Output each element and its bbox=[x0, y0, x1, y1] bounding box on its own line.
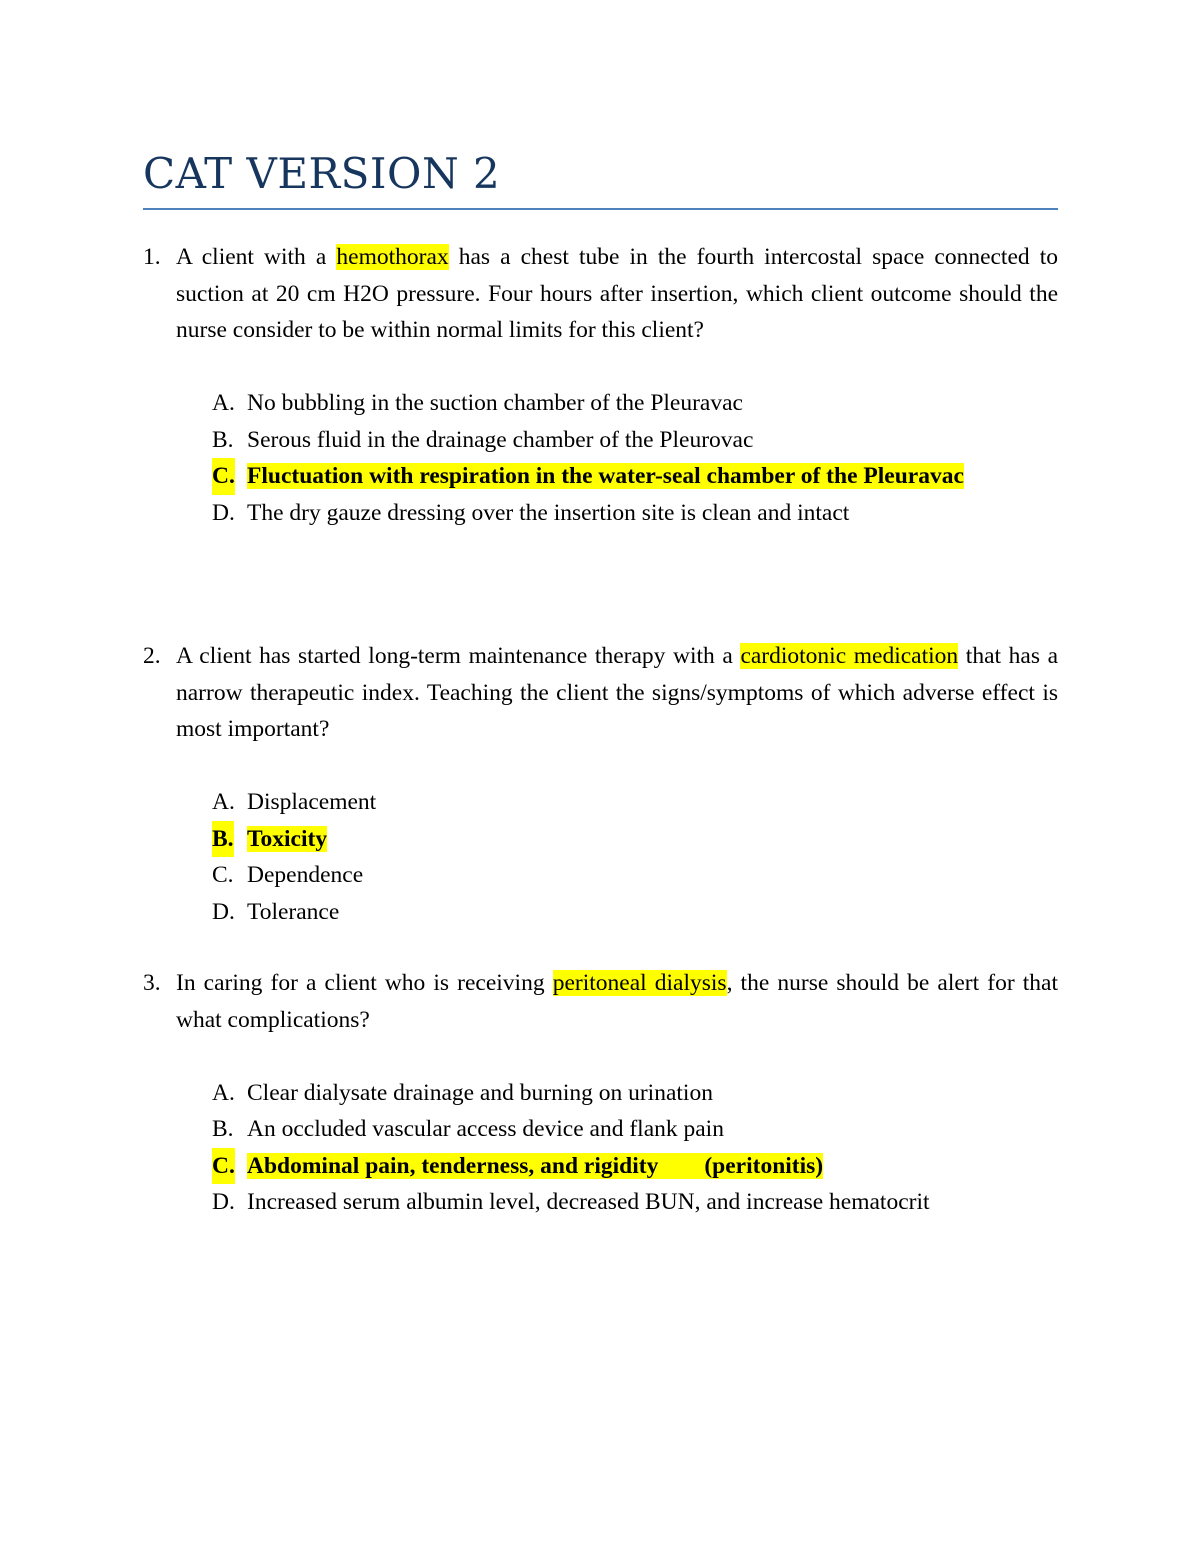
option-c-correct bbox=[212, 458, 1058, 495]
question-1 bbox=[143, 239, 1058, 531]
question-2 bbox=[143, 638, 1058, 930]
option-b-correct bbox=[212, 821, 1058, 858]
question-3 bbox=[143, 965, 1058, 1221]
option-d bbox=[212, 894, 1058, 931]
answer-options bbox=[143, 784, 1058, 930]
option-letter: B. bbox=[212, 426, 234, 453]
option-letter: B. bbox=[212, 821, 234, 858]
option-text: Dependence bbox=[247, 862, 364, 888]
option-letter: B. bbox=[212, 1116, 234, 1142]
option-a bbox=[212, 784, 1058, 821]
option-d bbox=[212, 495, 1058, 532]
question-number: 3. bbox=[143, 970, 161, 996]
stem-text: A client has started long-term maintenance therapy with a bbox=[176, 643, 741, 669]
option-text-main: Abdominal pain, tenderness, and rigidity bbox=[247, 1152, 659, 1179]
option-letter: A. bbox=[212, 1079, 235, 1106]
stem-text: A client with a bbox=[176, 244, 337, 270]
option-b bbox=[212, 1111, 1058, 1148]
option-letter: A. bbox=[212, 789, 235, 815]
option-letter: A. bbox=[212, 390, 235, 416]
option-c bbox=[212, 857, 1058, 894]
stem-highlight: peritoneal dialysis bbox=[552, 970, 727, 996]
option-text bbox=[247, 1153, 823, 1179]
answer-options bbox=[143, 385, 1058, 531]
option-a bbox=[212, 1075, 1058, 1112]
option-text: Clear dialysate drainage and burning on urination bbox=[247, 1079, 713, 1106]
option-text: Increased serum albumin level, decreased BUN, and increase hematocrit bbox=[247, 1189, 930, 1215]
stem-text: In caring for a client who is receiving bbox=[176, 970, 553, 996]
stem-text: that has a narrow therapeutic index. Teaching the client the signs/symptoms of which adverse effect is most important? bbox=[176, 643, 1059, 742]
option-text: Toxicity bbox=[247, 825, 328, 852]
option-b bbox=[212, 422, 1058, 459]
option-letter: C. bbox=[212, 862, 234, 888]
option-note: (peritonitis) bbox=[704, 1152, 824, 1179]
question-number: 2. bbox=[143, 643, 161, 669]
option-letter: C. bbox=[212, 1148, 235, 1185]
option-letter: D. bbox=[212, 898, 235, 925]
option-d bbox=[212, 1184, 1058, 1221]
option-text: Tolerance bbox=[247, 898, 340, 925]
stem-text: has a chest tube in the fourth intercostal space connected to suction at 20 cm H2O pressure. Four hours after insertion, which client outcome should the nurse consider to be within normal limits for this client? bbox=[176, 244, 1058, 343]
option-text: The dry gauze dressing over the insertion site is clean and intact bbox=[247, 499, 850, 526]
question-stem bbox=[143, 239, 1058, 349]
option-letter: C. bbox=[212, 458, 235, 495]
stem-text: , the nurse should be alert for that what complications? bbox=[176, 970, 1059, 1033]
stem-highlight: hemothorax bbox=[336, 244, 449, 270]
option-letter: D. bbox=[212, 1189, 235, 1215]
question-number: 1. bbox=[143, 244, 161, 270]
stem-highlight: cardiotonic medication bbox=[740, 643, 959, 669]
question-stem bbox=[143, 965, 1058, 1038]
page-title: CAT VERSION 2 bbox=[143, 149, 501, 198]
option-a bbox=[212, 385, 1058, 422]
option-text: Fluctuation with respiration in the water-seal chamber of the Pleuravac bbox=[247, 463, 964, 489]
option-c-correct bbox=[212, 1148, 1058, 1185]
option-text: Serous fluid in the drainage chamber of the Pleurovac bbox=[247, 426, 754, 453]
option-text: No bubbling in the suction chamber of the Pleuravac bbox=[247, 390, 743, 416]
option-text: Displacement bbox=[247, 789, 377, 815]
answer-options bbox=[143, 1075, 1058, 1221]
option-letter: D. bbox=[212, 499, 235, 526]
title-underline bbox=[143, 208, 1058, 210]
option-text: An occluded vascular access device and flank pain bbox=[247, 1116, 724, 1142]
question-stem bbox=[143, 638, 1058, 748]
